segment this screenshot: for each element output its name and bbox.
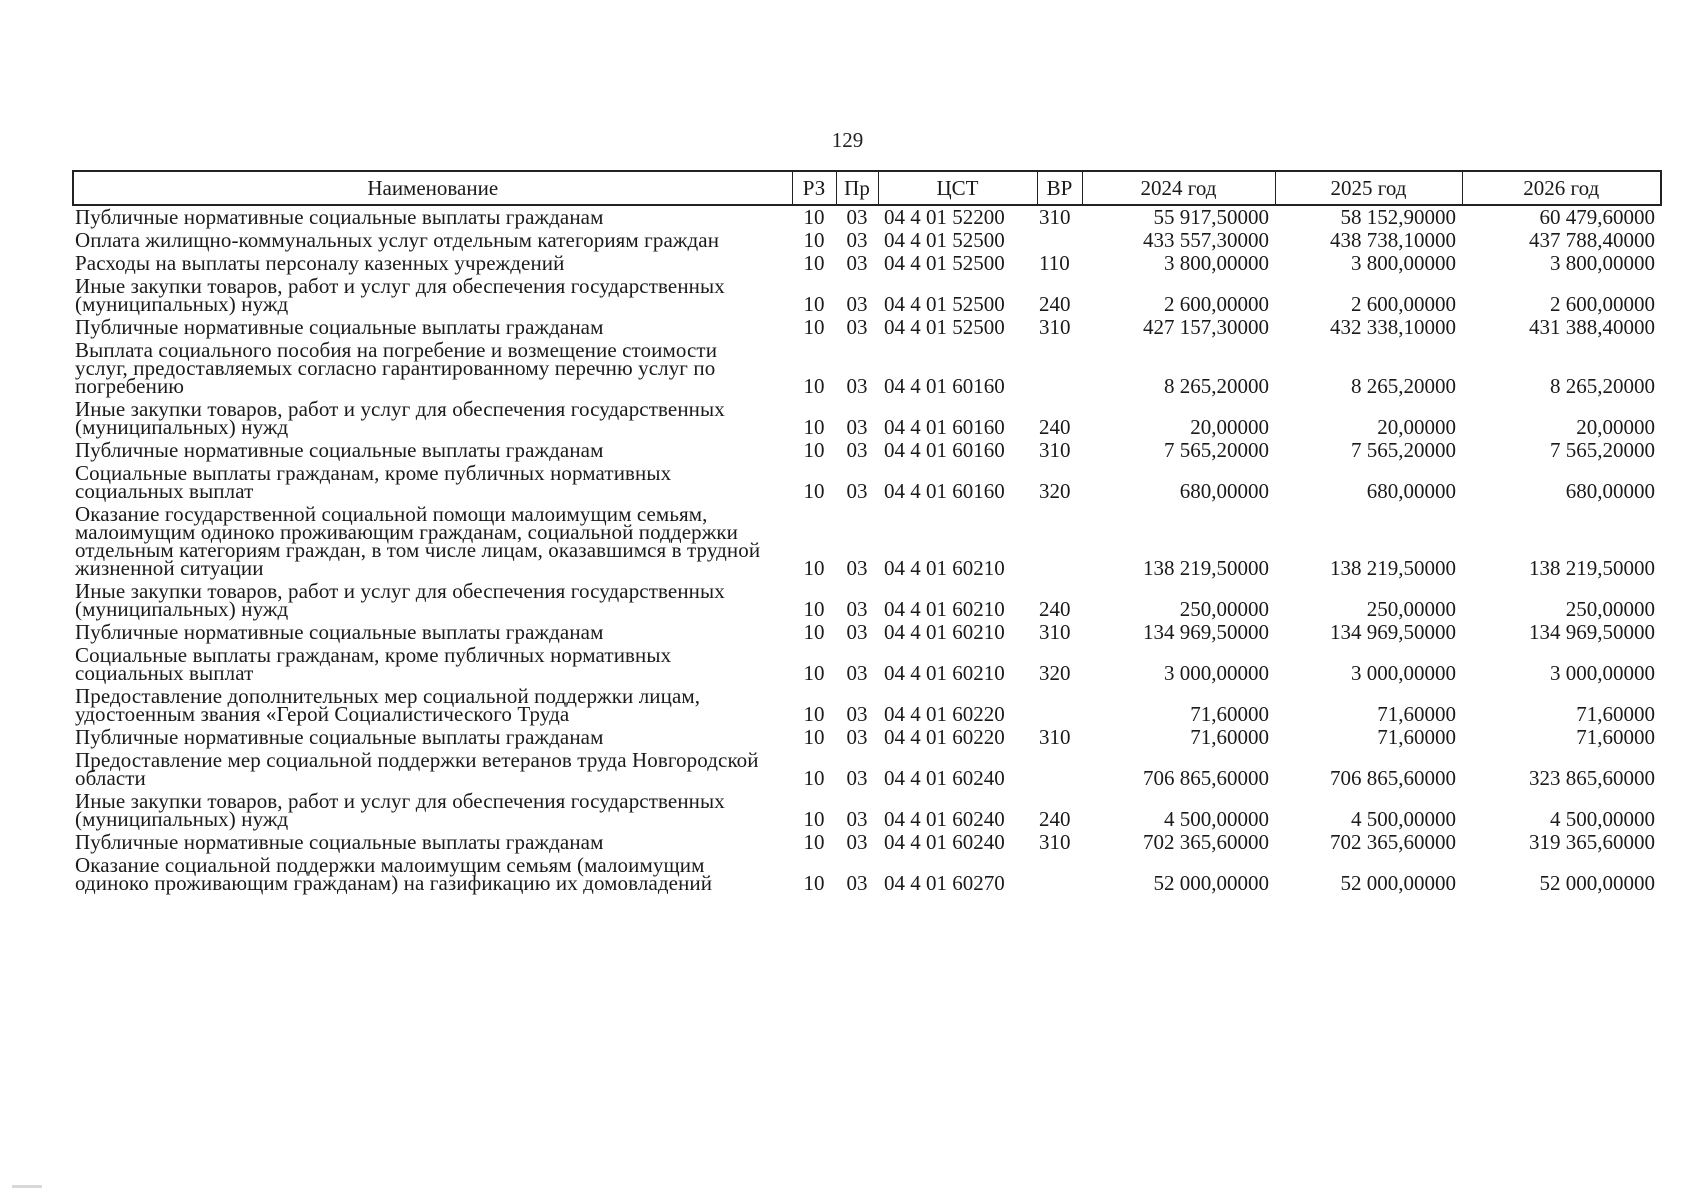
row-rz: 10: [803, 702, 825, 726]
table-row: [73, 503, 1661, 580]
row-amount-2024: 702 365,60000: [1143, 830, 1269, 854]
row-amount-2024: 433 557,30000: [1143, 228, 1269, 252]
row-name: Оказание социальной поддержки малоимущим семьям (малоимущим одиноко проживающим гражданам) на газификацию их домовладений: [75, 853, 713, 895]
row-amount-2025: 702 365,60000: [1330, 830, 1456, 854]
table-row: [73, 316, 1661, 339]
row-cst: 04 4 01 60160: [884, 415, 1005, 439]
row-amount-2025: 52 000,00000: [1340, 871, 1456, 895]
table-row: [73, 726, 1661, 749]
row-rz: 10: [803, 315, 825, 339]
row-amount-2025: 250,00000: [1366, 597, 1456, 621]
row-amount-2024: 2 600,00000: [1164, 292, 1269, 316]
row-name: Предоставление дополнительных мер социальной поддержки лицам, удостоенным звания «Герой Социалистического Труда: [75, 684, 701, 726]
row-vr: 240: [1039, 807, 1071, 831]
row-cst: 04 4 01 60160: [884, 438, 1005, 462]
row-cst: 04 4 01 60240: [884, 766, 1005, 790]
row-name: Иные закупки товаров, работ и услуг для обеспечения государственных (муниципальных) нужд: [75, 789, 725, 831]
table-row: [73, 229, 1661, 252]
row-amount-2024: 55 917,50000: [1153, 205, 1269, 229]
row-vr: 240: [1039, 415, 1071, 439]
row-name: Публичные нормативные социальные выплаты гражданам: [75, 830, 604, 854]
row-vr: 320: [1039, 661, 1071, 685]
row-rz: 10: [803, 871, 825, 895]
row-vr: [1037, 503, 1082, 580]
row-pr: 03: [846, 807, 868, 831]
row-name: Оплата жилищно-коммунальных услуг отдельным категориям граждан: [75, 228, 720, 252]
row-amount-2026: 134 969,50000: [1529, 620, 1655, 644]
row-pr: 03: [846, 725, 868, 749]
row-amount-2024: 71,60000: [1190, 702, 1269, 726]
row-amount-2025: 71,60000: [1377, 702, 1456, 726]
row-pr: 03: [846, 438, 868, 462]
row-pr: 03: [846, 292, 868, 316]
row-cst: 04 4 01 52500: [884, 315, 1005, 339]
table-row: [73, 749, 1661, 790]
row-vr: [1037, 229, 1082, 252]
row-name: Расходы на выплаты персоналу казенных учреждений: [75, 251, 565, 275]
row-cst: 04 4 01 52500: [884, 228, 1005, 252]
row-amount-2024: 20,00000: [1190, 415, 1269, 439]
row-cst: 04 4 01 52500: [884, 251, 1005, 275]
scan-artifact: [12, 1185, 42, 1188]
row-cst: 04 4 01 60210: [884, 597, 1005, 621]
row-cst: 04 4 01 60240: [884, 830, 1005, 854]
row-amount-2026: 8 265,20000: [1550, 374, 1655, 398]
page-number: 129: [831, 128, 864, 152]
row-amount-2024: 3 800,00000: [1164, 251, 1269, 275]
row-cst: 04 4 01 52500: [884, 292, 1005, 316]
row-name: Социальные выплаты гражданам, кроме публичных нормативных социальных выплат: [75, 461, 672, 503]
row-rz: 10: [803, 661, 825, 685]
row-rz: 10: [803, 597, 825, 621]
row-rz: 10: [803, 251, 825, 275]
row-pr: 03: [846, 479, 868, 503]
row-amount-2024: 8 265,20000: [1164, 374, 1269, 398]
row-rz: 10: [803, 725, 825, 749]
row-rz: 10: [803, 228, 825, 252]
row-amount-2026: 71,60000: [1576, 702, 1655, 726]
row-amount-2024: 4 500,00000: [1164, 807, 1269, 831]
row-amount-2025: 138 219,50000: [1330, 556, 1456, 580]
header-rz: РЗ: [792, 171, 836, 205]
row-name: Публичные нормативные социальные выплаты гражданам: [75, 315, 604, 339]
row-vr: 110: [1039, 251, 1070, 275]
row-vr: 310: [1039, 830, 1071, 854]
table-row: [73, 398, 1661, 439]
row-vr: 310: [1039, 725, 1071, 749]
header-pr: Пр: [836, 171, 878, 205]
row-amount-2026: 7 565,20000: [1550, 438, 1655, 462]
row-rz: 10: [803, 766, 825, 790]
row-cst: 04 4 01 52200: [884, 205, 1005, 229]
row-rz: 10: [803, 830, 825, 854]
table-row: [73, 790, 1661, 831]
row-amount-2025: 4 500,00000: [1351, 807, 1456, 831]
row-rz: 10: [803, 807, 825, 831]
row-rz: 10: [803, 292, 825, 316]
table-row: [73, 439, 1661, 462]
table-row: [73, 685, 1661, 726]
row-amount-2024: 3 000,00000: [1164, 661, 1269, 685]
row-amount-2025: 3 000,00000: [1351, 661, 1456, 685]
row-amount-2026: 437 788,40000: [1529, 228, 1655, 252]
table-row: [73, 252, 1661, 275]
row-vr: [1037, 749, 1082, 790]
row-cst: 04 4 01 60160: [884, 479, 1005, 503]
row-amount-2025: 680,00000: [1366, 479, 1456, 503]
table-row: [73, 621, 1661, 644]
row-pr: 03: [846, 205, 868, 229]
row-vr: 310: [1039, 620, 1071, 644]
table-row: [73, 205, 1661, 229]
header-name: Наименование: [73, 171, 792, 205]
table-row: [73, 275, 1661, 316]
row-vr: 240: [1039, 292, 1071, 316]
row-name: Иные закупки товаров, работ и услуг для обеспечения государственных (муниципальных) нужд: [75, 579, 725, 621]
row-pr: 03: [846, 830, 868, 854]
row-name: Выплата социального пособия на погребение и возмещение стоимости услуг, предоставляемых согласно гарантированному перечню услуг по погребению: [75, 338, 718, 398]
row-amount-2025: 7 565,20000: [1351, 438, 1456, 462]
row-amount-2025: 2 600,00000: [1351, 292, 1456, 316]
row-cst: 04 4 01 60210: [884, 556, 1005, 580]
header-cst: ЦСТ: [878, 171, 1037, 205]
row-cst: 04 4 01 60210: [884, 620, 1005, 644]
row-name: Публичные нормативные социальные выплаты гражданам: [75, 438, 604, 462]
row-amount-2026: 2 600,00000: [1550, 292, 1655, 316]
row-vr: [1037, 854, 1082, 895]
row-amount-2024: 71,60000: [1190, 725, 1269, 749]
row-cst: 04 4 01 60270: [884, 871, 1005, 895]
row-name: Публичные нормативные социальные выплаты гражданам: [75, 725, 604, 749]
row-name: Публичные нормативные социальные выплаты гражданам: [75, 620, 604, 644]
row-pr: 03: [846, 661, 868, 685]
row-amount-2026: 52 000,00000: [1539, 871, 1655, 895]
row-amount-2026: 323 865,60000: [1529, 766, 1655, 790]
row-pr: 03: [846, 871, 868, 895]
row-pr: 03: [846, 228, 868, 252]
row-rz: 10: [803, 438, 825, 462]
row-amount-2024: 427 157,30000: [1143, 315, 1269, 339]
row-amount-2025: 8 265,20000: [1351, 374, 1456, 398]
row-amount-2025: 432 338,10000: [1330, 315, 1456, 339]
header-vr: ВР: [1037, 171, 1082, 205]
row-rz: 10: [803, 205, 825, 229]
row-vr: 310: [1039, 205, 1071, 229]
header-2026: 2026 год: [1462, 171, 1661, 205]
table-row: [73, 831, 1661, 854]
table-row: [73, 644, 1661, 685]
row-name: Социальные выплаты гражданам, кроме публичных нормативных социальных выплат: [75, 643, 672, 685]
row-pr: 03: [846, 766, 868, 790]
row-amount-2026: 20,00000: [1576, 415, 1655, 439]
row-amount-2025: 134 969,50000: [1330, 620, 1456, 644]
row-amount-2025: 20,00000: [1377, 415, 1456, 439]
row-vr: 310: [1039, 315, 1071, 339]
row-amount-2026: 3 000,00000: [1550, 661, 1655, 685]
row-vr: 310: [1039, 438, 1071, 462]
table-row: [73, 339, 1661, 398]
row-pr: 03: [846, 315, 868, 339]
row-name: Оказание государственной социальной помощи малоимущим семьям, малоимущим одиноко проживающим гражданам, социальной поддержки отдельным категориям граждан, в том числе лицам, оказавшимся в трудной жизненной ситуации: [75, 502, 761, 580]
budget-table: [72, 170, 1662, 895]
table-row: [73, 854, 1661, 895]
row-amount-2024: 706 865,60000: [1143, 766, 1269, 790]
row-amount-2026: 431 388,40000: [1529, 315, 1655, 339]
row-pr: 03: [846, 556, 868, 580]
row-amount-2024: 250,00000: [1179, 597, 1269, 621]
row-cst: 04 4 01 60160: [884, 374, 1005, 398]
row-amount-2025: 3 800,00000: [1351, 251, 1456, 275]
table-body: [73, 205, 1661, 895]
row-pr: 03: [846, 251, 868, 275]
row-amount-2026: 71,60000: [1576, 725, 1655, 749]
row-vr: [1037, 685, 1082, 726]
row-name: Предоставление мер социальной поддержки ветеранов труда Новгородской области: [75, 748, 759, 790]
row-amount-2026: 138 219,50000: [1529, 556, 1655, 580]
row-amount-2024: 680,00000: [1179, 479, 1269, 503]
row-name: Иные закупки товаров, работ и услуг для обеспечения государственных (муниципальных) нужд: [75, 274, 725, 316]
row-cst: 04 4 01 60220: [884, 702, 1005, 726]
row-rz: 10: [803, 479, 825, 503]
row-amount-2026: 3 800,00000: [1550, 251, 1655, 275]
row-amount-2025: 71,60000: [1377, 725, 1456, 749]
row-pr: 03: [846, 374, 868, 398]
table-row: [73, 580, 1661, 621]
row-amount-2026: 60 479,60000: [1539, 205, 1655, 229]
header-2024: 2024 год: [1082, 171, 1275, 205]
row-amount-2025: 438 738,10000: [1330, 228, 1456, 252]
row-pr: 03: [846, 415, 868, 439]
row-rz: 10: [803, 374, 825, 398]
row-rz: 10: [803, 415, 825, 439]
row-vr: 320: [1039, 479, 1071, 503]
table-row: [73, 462, 1661, 503]
row-vr: 240: [1039, 597, 1071, 621]
table-header: [73, 171, 1661, 205]
header-2025: 2025 год: [1275, 171, 1462, 205]
row-cst: 04 4 01 60210: [884, 661, 1005, 685]
row-amount-2024: 7 565,20000: [1164, 438, 1269, 462]
row-rz: 10: [803, 620, 825, 644]
row-name: Иные закупки товаров, работ и услуг для обеспечения государственных (муниципальных) нужд: [75, 397, 725, 439]
row-vr: [1037, 339, 1082, 398]
row-amount-2026: 250,00000: [1565, 597, 1655, 621]
row-cst: 04 4 01 60240: [884, 807, 1005, 831]
row-amount-2026: 680,00000: [1565, 479, 1655, 503]
row-pr: 03: [846, 620, 868, 644]
row-pr: 03: [846, 702, 868, 726]
row-amount-2026: 319 365,60000: [1529, 830, 1655, 854]
row-amount-2024: 134 969,50000: [1143, 620, 1269, 644]
row-amount-2025: 58 152,90000: [1340, 205, 1456, 229]
row-amount-2024: 138 219,50000: [1143, 556, 1269, 580]
row-pr: 03: [846, 597, 868, 621]
row-name: Публичные нормативные социальные выплаты гражданам: [75, 205, 604, 229]
row-rz: 10: [803, 556, 825, 580]
row-amount-2025: 706 865,60000: [1330, 766, 1456, 790]
row-amount-2026: 4 500,00000: [1550, 807, 1655, 831]
row-cst: 04 4 01 60220: [884, 725, 1005, 749]
row-amount-2024: 52 000,00000: [1153, 871, 1269, 895]
